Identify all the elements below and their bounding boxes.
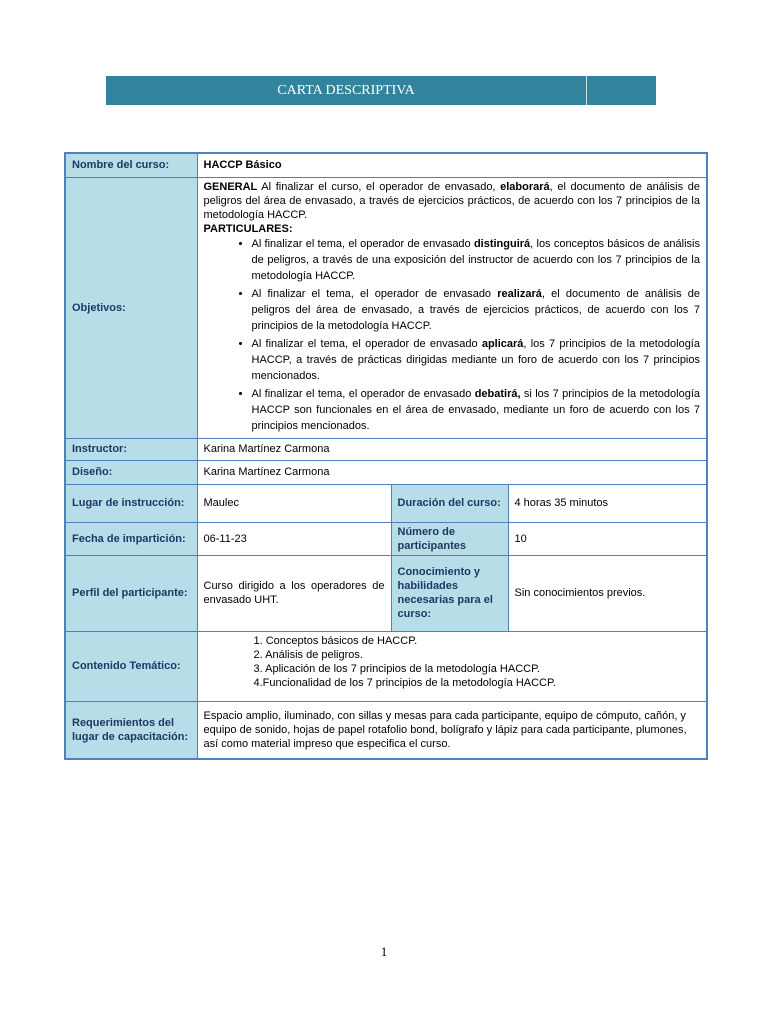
participants-value: 10 <box>508 522 707 555</box>
design-value: Karina Martínez Carmona <box>197 460 707 484</box>
topics-list <box>204 634 701 690</box>
requirements-value: Espacio amplio, iluminado, con sillas y mesas para cada participante, equipo de cómputo, cañón, y equipo de sonido, hojas de papel rotafolio bond, bolígrafo y lápiz para cada participante, plumones, así como material impreso que especifica el curso. <box>197 701 707 759</box>
topic-item: 3. Aplicación de los 7 principios de la metodología HACCP. <box>253 662 541 675</box>
instructor-value: Karina Martínez Carmona <box>197 438 707 460</box>
requirements-label: Requerimientos del lugar de capacitación: <box>65 701 197 759</box>
duration-value: 4 horas 35 minutos <box>508 484 707 522</box>
general-heading: GENERAL <box>203 180 258 193</box>
banner-empty-cell <box>587 76 656 105</box>
content-label: Contenido Temático: <box>65 631 197 701</box>
instructor-label: Instructor: <box>65 438 197 460</box>
date-label: Fecha de impartición: <box>65 522 197 555</box>
row-profile <box>65 555 707 631</box>
location-label: Lugar de instrucción: <box>65 484 197 522</box>
row-requirements <box>65 701 707 759</box>
row-course-name <box>65 153 707 177</box>
location-value: Maulec <box>197 484 391 522</box>
row-location <box>65 484 707 522</box>
descriptive-card-table <box>64 152 708 760</box>
profile-value: Curso dirigido a los operadores de envasado UHT. <box>197 555 391 631</box>
row-objectives <box>65 177 707 438</box>
document-title: CARTA DESCRIPTIVA <box>106 76 587 105</box>
specific-objective: • Al finalizar el tema, el operador de envasado realizará, el documento de análisis de peligros del área de envasado, a través de ejercicios prácticos, de acuerdo con los 7 principios de la metodología HACCP. <box>252 286 701 334</box>
content-topics <box>197 631 707 701</box>
page-number: 1 <box>380 944 388 959</box>
specific-objective: • Al finalizar el tema, el operador de envasado debatirá, si los 7 principios de la metodología HACCP son funcionales en el área de envasado, mediante un foro de acuerdo con los 7 principios mencionados. <box>252 386 701 434</box>
particulares-heading: PARTICULARES: <box>203 222 293 235</box>
general-objective <box>204 180 701 222</box>
prior-knowledge-value: Sin conocimientos previos. <box>508 555 707 631</box>
profile-label: Perfil del participante: <box>65 555 197 631</box>
row-date <box>65 522 707 555</box>
course-name-value: HACCP Básico <box>197 153 707 177</box>
topic-item: 4.Funcionalidad de los 7 principios de la metodología HACCP. <box>253 676 556 689</box>
row-content <box>65 631 707 701</box>
title-banner <box>106 76 656 105</box>
general-verb: elaborará <box>500 180 550 193</box>
course-name-label: Nombre del curso: <box>65 153 197 177</box>
topic-item: 1. Conceptos básicos de HACCP. <box>253 634 418 647</box>
design-label: Diseño: <box>65 460 197 484</box>
general-text-post: , el documento de análisis de peligros del área de envasado, a través de ejercicios prácticos, de acuerdo con los 7 principios de la metodología HACCP. <box>203 180 700 221</box>
topic-item: 2. Análisis de peligros. <box>253 648 363 661</box>
row-design <box>65 460 707 484</box>
row-instructor <box>65 438 707 460</box>
participants-label: Número de participantes <box>391 522 508 555</box>
specific-objectives-list <box>204 236 701 434</box>
objectives-label: Objetivos: <box>65 177 197 438</box>
date-value: 06-11-23 <box>197 522 391 555</box>
duration-label: Duración del curso: <box>391 484 508 522</box>
specific-objective: • Al finalizar el tema, el operador de envasado aplicará, los 7 principios de la metodología HACCP, a través de prácticas dirigidas mediante un foro de acuerdo con los 7 principios mencionados. <box>252 336 701 384</box>
general-text-pre: Al finalizar el curso, el operador de envasado, <box>257 180 501 193</box>
prior-knowledge-label: Conocimiento y habilidades necesarias para el curso: <box>391 555 508 631</box>
objectives-content <box>197 177 707 438</box>
specific-objective: • Al finalizar el tema, el operador de envasado distinguirá, los conceptos básicos de análisis de peligros, a través de una exposición del instructor de acuerdo con los 7 principios de la metodología HACCP. <box>252 236 701 284</box>
